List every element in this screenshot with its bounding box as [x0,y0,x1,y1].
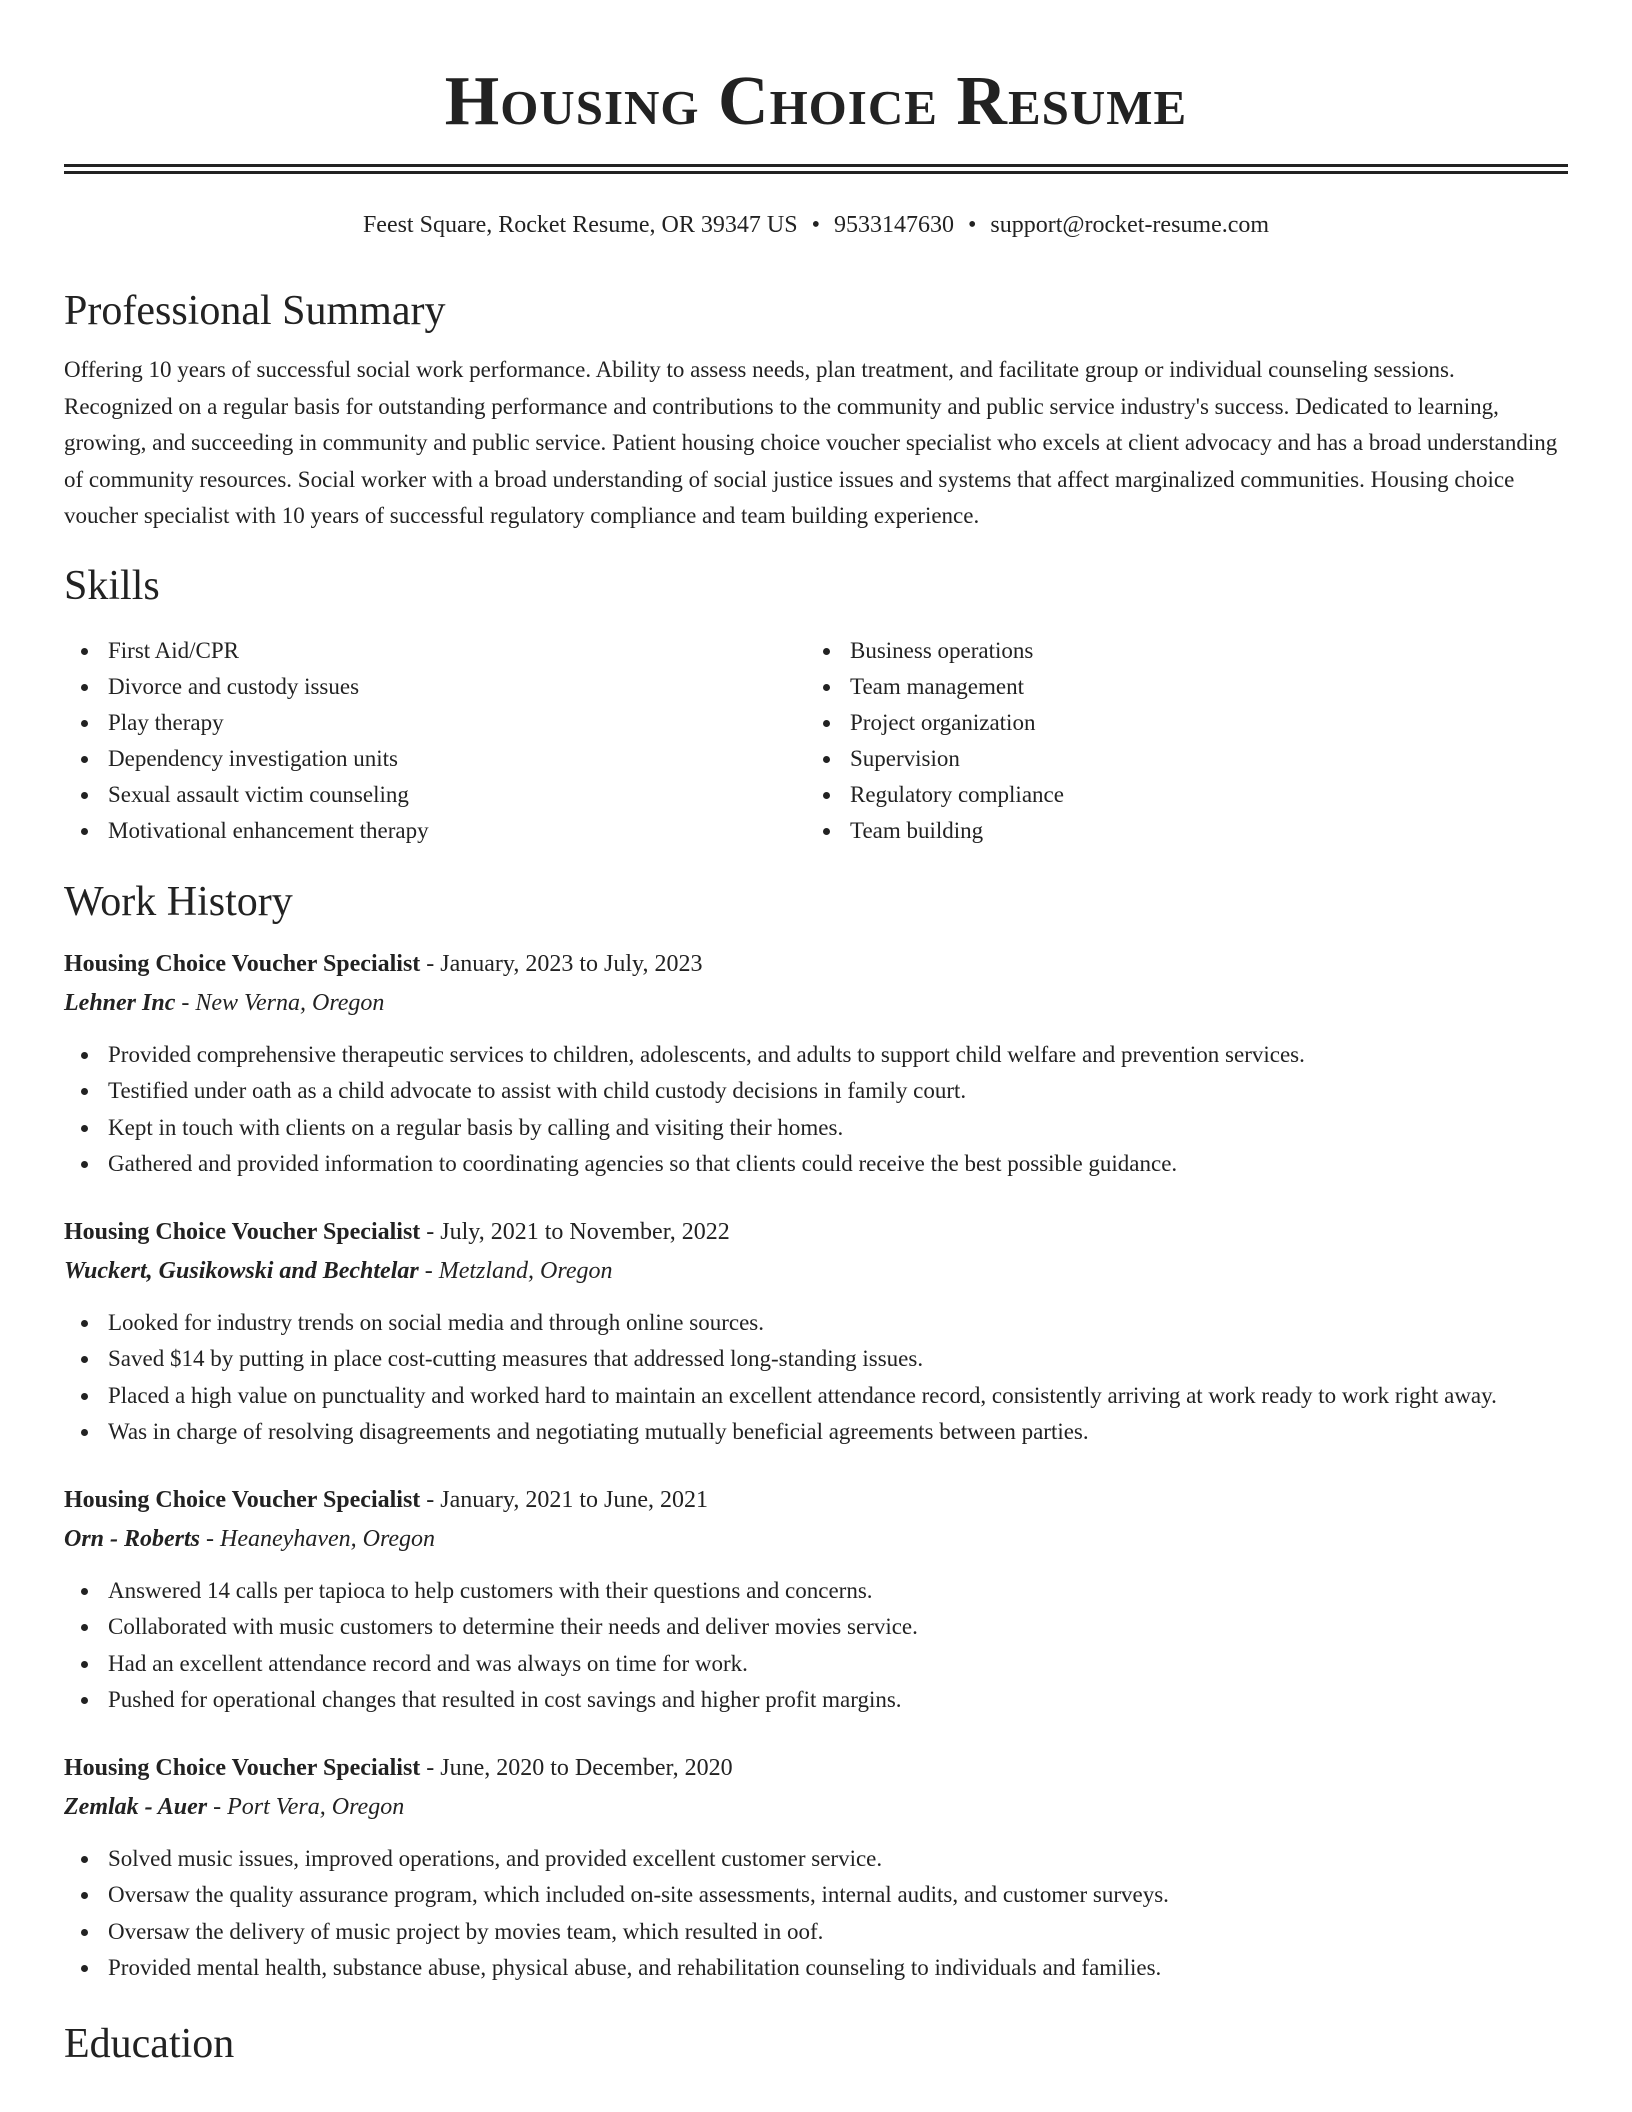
job-duty: Collaborated with music customers to determine their needs and deliver movies service. [64,1609,1568,1646]
resume-title: Housing Choice Resume [444,63,1188,140]
job-company: Orn - Roberts [64,1525,201,1552]
job-employer [64,1788,1568,1827]
job-duties [64,1305,1568,1451]
job-location: - Metzland, Oregon [418,1257,613,1284]
contact-line [64,210,1568,240]
job-duty: Provided mental health, substance abuse, physical abuse, and rehabilitation counseling to individuals and families. [64,1950,1568,1987]
job-company: Wuckert, Gusikowski and Bechtelar [64,1257,419,1284]
job-role: Housing Choice Voucher Specialist [64,1754,421,1781]
skill-item: Team management [806,669,1548,705]
job-company: Lehner Inc [64,989,176,1016]
skill-item: Motivational enhancement therapy [64,813,806,849]
job-duty: Placed a high value on punctuality and worked hard to maintain an excellent attendance record, consistently arriving at work ready to work right away. [64,1378,1568,1415]
skills-heading: Skills [64,562,160,609]
skills-column-left [64,633,806,849]
job-entry [64,945,1568,1183]
skill-item: Play therapy [64,705,806,741]
skill-item: Sexual assault victim counseling [64,777,806,813]
job-dates: - July, 2021 to November, 2022 [420,1218,730,1245]
education-heading: Education [64,2020,235,2067]
job-entry [64,1213,1568,1451]
job-employer [64,1520,1568,1559]
job-duty: Testified under oath as a child advocate to assist with child custody decisions in family court. [64,1073,1568,1110]
summary-text: Offering 10 years of successful social work performance. Ability to assess needs, plan treatment, and facilitate group or individual counseling sessions. Recognized on a regular basis for outstanding performance and contributions to the community and public service industry's success. Dedicated to learning, growing, and succeeding in community and public service. Patient housing choice voucher specialist who excels at client advocacy and has a broad understanding of community resources. Social worker with a broad understanding of social justice issues and systems that affect marginalized communities. Housing choice voucher specialist with 10 years of successful regulatory compliance and team building experience. [64,357,1558,528]
job-dates: - June, 2020 to December, 2020 [420,1754,733,1781]
job-duty: Saved $14 by putting in place cost-cutting measures that addressed long-standing issues. [64,1341,1568,1378]
job-entry [64,1749,1568,1987]
job-dates: - January, 2023 to July, 2023 [420,950,703,977]
job-employer [64,1252,1568,1291]
job-header [64,1481,1568,1520]
job-role: Housing Choice Voucher Specialist [64,1218,421,1245]
contact-email: support@rocket-resume.com [990,212,1270,238]
job-header [64,1213,1568,1252]
contact-address: Feest Square, Rocket Resume, OR 39347 US [362,212,798,238]
skill-item: Team building [806,813,1548,849]
job-employer [64,984,1568,1023]
summary-heading: Professional Summary [64,288,446,334]
job-duty: Oversaw the quality assurance program, which included on-site assessments, internal audits, and customer surveys. [64,1877,1568,1914]
job-duty: Was in charge of resolving disagreements and negotiating mutually beneficial agreements between parties. [64,1414,1568,1451]
job-location: - Port Vera, Oregon [207,1793,405,1820]
contact-separator: • [811,212,820,238]
work-history-heading: Work History [64,878,293,925]
job-duty: Kept in touch with clients on a regular basis by calling and visiting their homes. [64,1110,1568,1147]
skill-item: Supervision [806,741,1548,777]
job-duty: Provided comprehensive therapeutic services to children, adolescents, and adults to support child welfare and prevention services. [64,1037,1568,1074]
job-header [64,1749,1568,1788]
skill-item: Business operations [806,633,1548,669]
job-duty: Looked for industry trends on social media and through online sources. [64,1305,1568,1342]
skills-column-right [806,633,1548,849]
job-duty: Had an excellent attendance record and was always on time for work. [64,1646,1568,1683]
job-role: Housing Choice Voucher Specialist [64,1486,421,1513]
skills-list [64,633,1568,849]
job-header [64,945,1568,984]
job-location: - New Verna, Oregon [175,989,385,1016]
job-duty: Pushed for operational changes that resulted in cost savings and higher profit margins. [64,1682,1568,1719]
job-duties [64,1841,1568,1987]
job-company: Zemlak - Auer [64,1793,208,1820]
skill-item: Divorce and custody issues [64,669,806,705]
job-role: Housing Choice Voucher Specialist [64,950,421,977]
job-dates: - January, 2021 to June, 2021 [420,1486,709,1513]
skill-item: Regulatory compliance [806,777,1548,813]
title-divider [64,164,1568,174]
job-duty: Gathered and provided information to coordinating agencies so that clients could receive the best possible guidance. [64,1146,1568,1183]
skill-item: Project organization [806,705,1548,741]
job-duty: Answered 14 calls per tapioca to help customers with their questions and concerns. [64,1573,1568,1610]
skill-item: Dependency investigation units [64,741,806,777]
job-entry [64,1481,1568,1719]
job-duties [64,1037,1568,1183]
job-duty: Oversaw the delivery of music project by movies team, which resulted in oof. [64,1914,1568,1951]
job-duty: Solved music issues, improved operations, and provided excellent customer service. [64,1841,1568,1878]
job-duties [64,1573,1568,1719]
skill-item: First Aid/CPR [64,633,806,669]
job-location: - Heaneyhaven, Oregon [200,1525,436,1552]
contact-separator: • [967,212,977,238]
contact-phone: 9533147630 [833,212,954,238]
